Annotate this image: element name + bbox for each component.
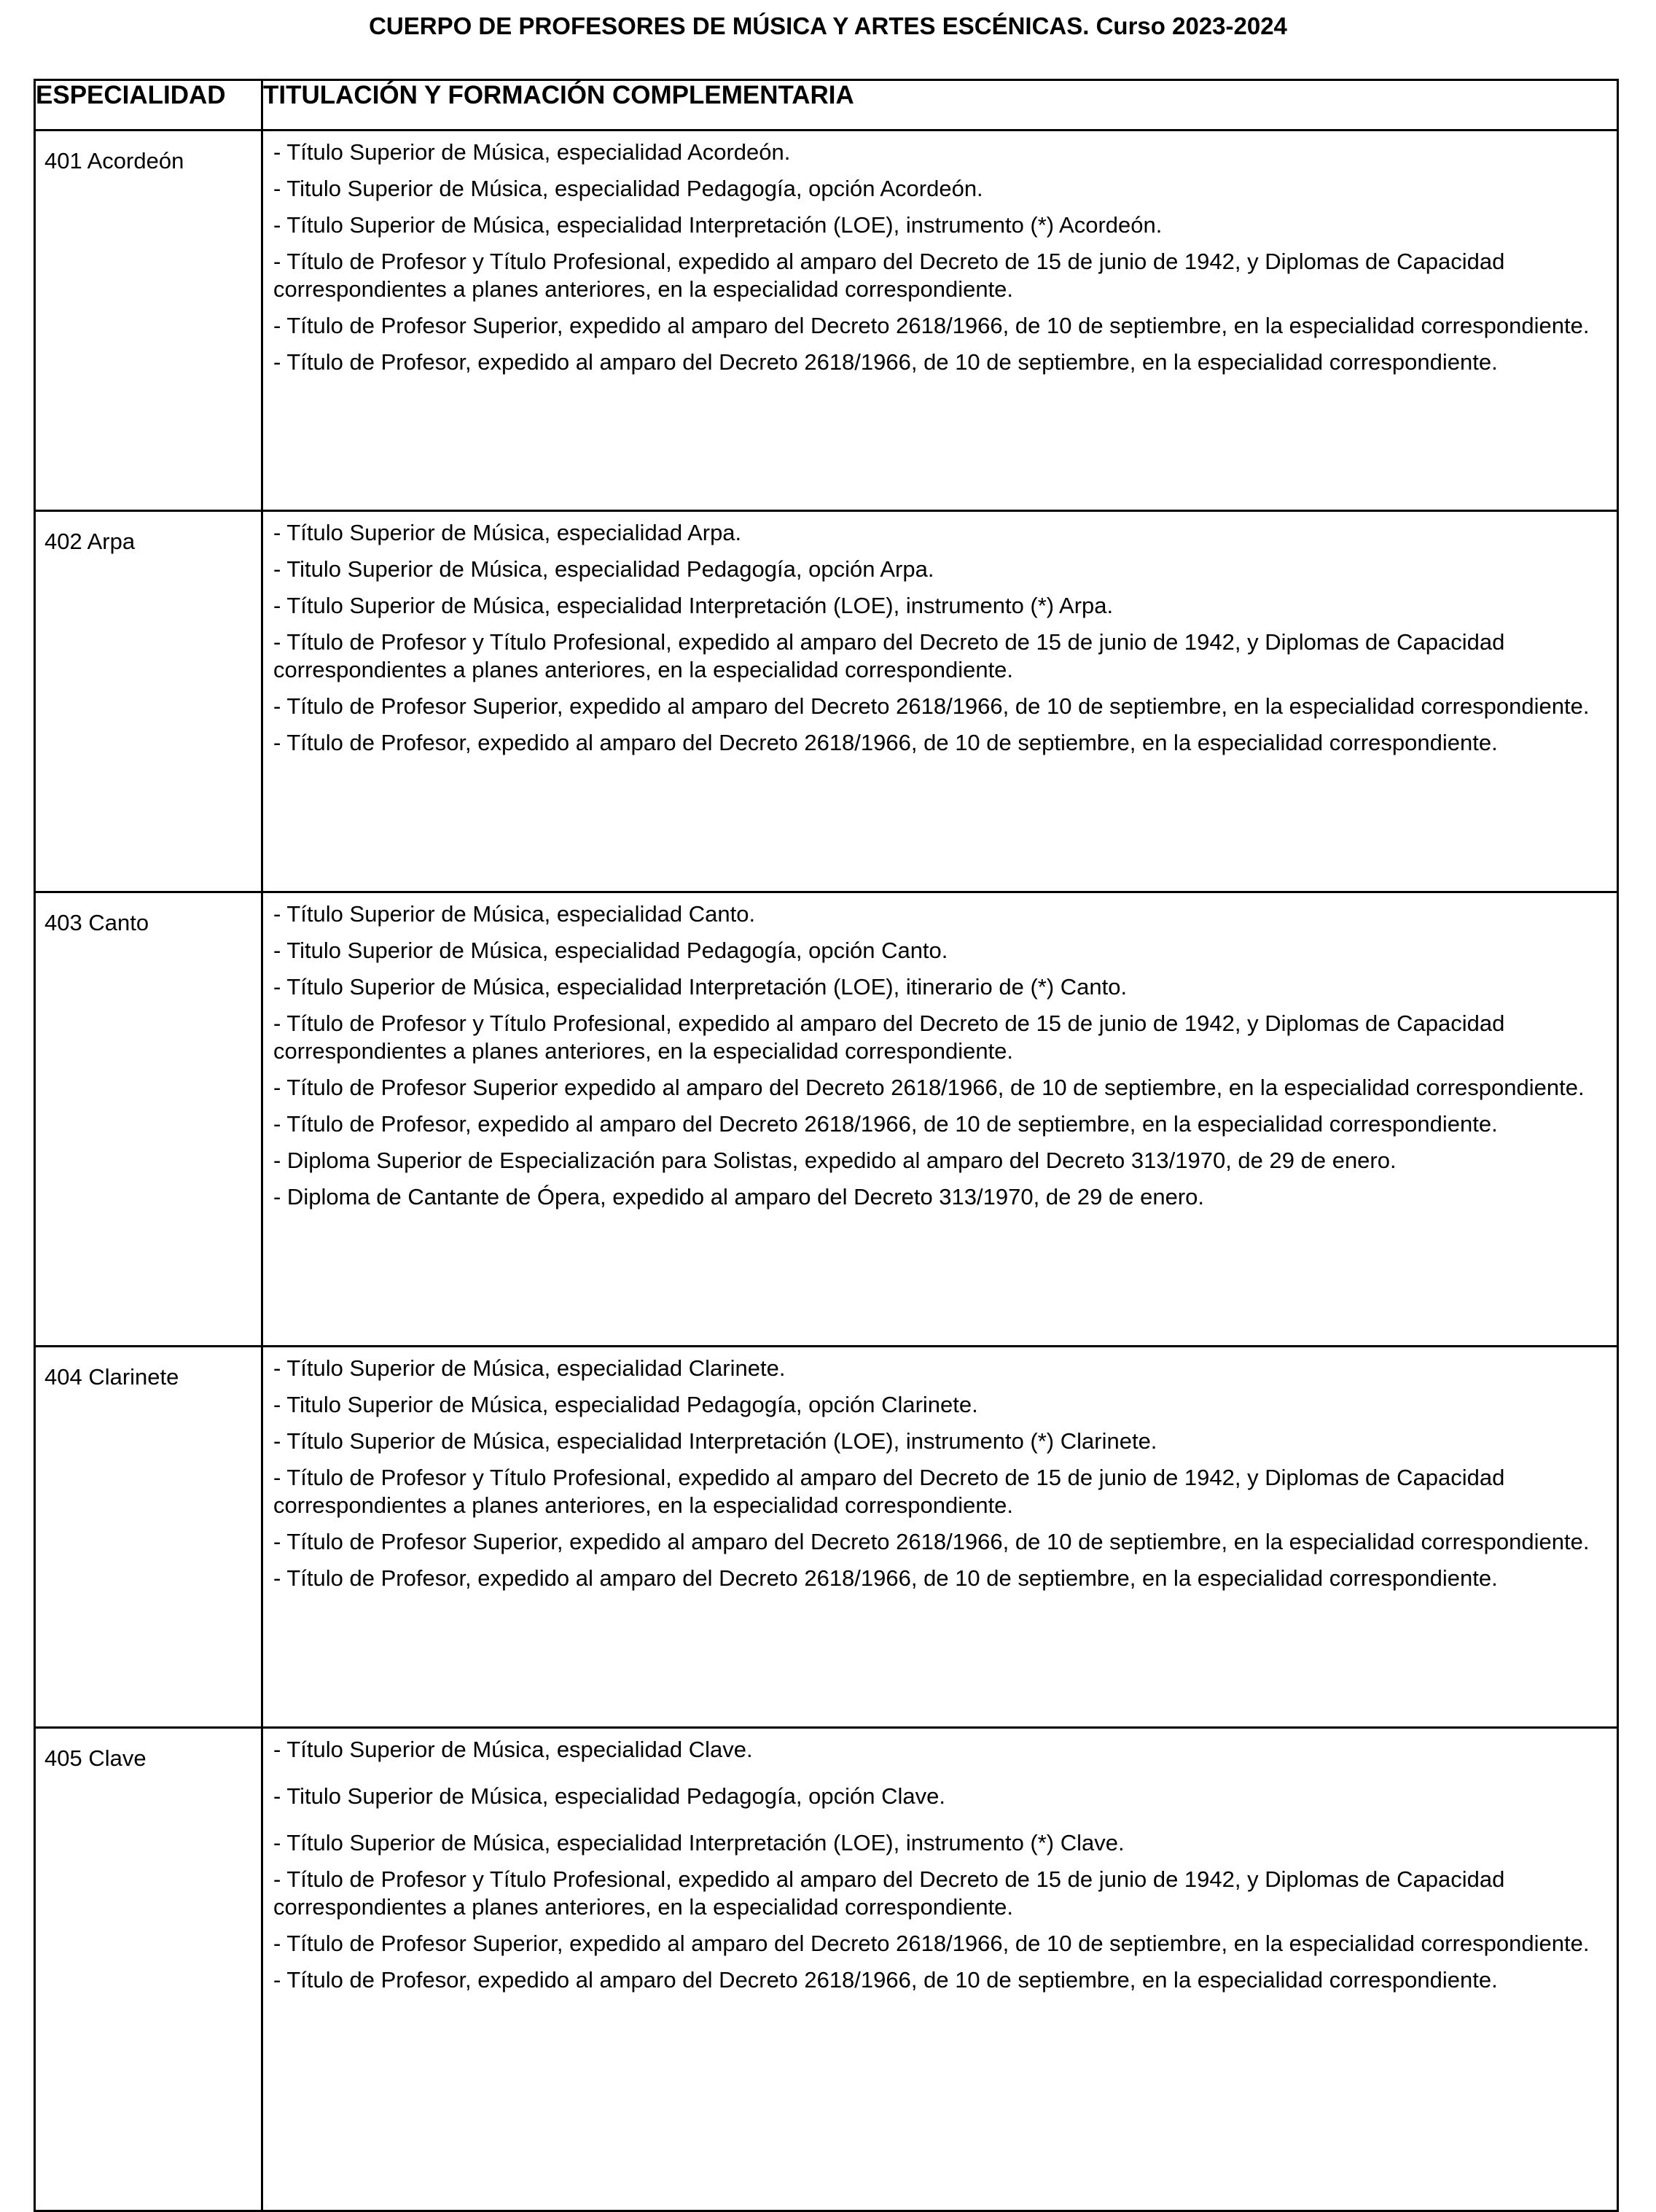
titulacion-item: - Título de Profesor, expedido al amparo del Decreto 2618/1966, de 10 de septiembre, en la especialidad correspondiente. bbox=[273, 1565, 1498, 1591]
titulacion-item: - Título Superior de Música, especialidad Canto. bbox=[273, 901, 756, 927]
titulacion-item: - Título de Profesor Superior, expedido al amparo del Decreto 2618/1966, de 10 de septiembre, en la especialidad correspondiente. bbox=[273, 1529, 1590, 1554]
table-row bbox=[35, 1728, 1618, 2211]
titulacion-item: - Titulo Superior de Música, especialidad Pedagogía, opción Arpa. bbox=[273, 556, 934, 582]
especialidad-cell: 402 Arpa bbox=[35, 511, 262, 892]
titulacion-cell bbox=[262, 1347, 1618, 1728]
titulacion-item: - Título de Profesor, expedido al amparo del Decreto 2618/1966, de 10 de septiembre, en la especialidad correspondiente. bbox=[273, 1111, 1498, 1137]
titulacion-item: - Título de Profesor, expedido al amparo del Decreto 2618/1966, de 10 de septiembre, en la especialidad correspondiente. bbox=[273, 1967, 1498, 1993]
document-title: CUERPO DE PROFESORES DE MÚSICA Y ARTES ESCÉNICAS. Curso 2023-2024 bbox=[369, 12, 1287, 39]
titulacion-cell bbox=[262, 892, 1618, 1347]
titulacion-item: - Título Superior de Música, especialidad Arpa. bbox=[273, 520, 742, 545]
titulacion-item: - Título de Profesor, expedido al amparo del Decreto 2618/1966, de 10 de septiembre, en la especialidad correspondiente. bbox=[273, 730, 1498, 755]
titulacion-cell bbox=[262, 511, 1618, 892]
titulacion-item: - Título Superior de Música, especialidad Interpretación (LOE), instrumento (*) Acordeón. bbox=[273, 212, 1163, 238]
titulacion-cell bbox=[262, 1728, 1618, 2211]
titulacion-item: - Título de Profesor, expedido al amparo del Decreto 2618/1966, de 10 de septiembre, en la especialidad correspondiente. bbox=[273, 349, 1498, 375]
titulacion-item: - Título de Profesor Superior, expedido al amparo del Decreto 2618/1966, de 10 de septiembre, en la especialidad correspondiente. bbox=[273, 313, 1590, 338]
titulacion-item: - Título Superior de Música, especialidad Interpretación (LOE), instrumento (*) Clarinete. bbox=[273, 1428, 1157, 1454]
table-row bbox=[35, 131, 1618, 511]
titulacion-item: - Diploma de Cantante de Ópera, expedido al amparo del Decreto 313/1970, de 29 de enero. bbox=[273, 1184, 1205, 1210]
titulacion-item: - Título de Profesor Superior, expedido al amparo del Decreto 2618/1966, de 10 de septiembre, en la especialidad correspondiente. bbox=[273, 693, 1590, 719]
titulacion-cell bbox=[262, 131, 1618, 511]
titulacion-item: - Título Superior de Música, especialidad Interpretación (LOE), itinerario de (*) Canto. bbox=[273, 974, 1128, 1000]
titulacion-item: - Título de Profesor y Título Profesional, expedido al amparo del Decreto de 15 de junio de 1942, y Diplomas de Capacidad correspondientes a planes anteriores, en la especialidad correspondiente. bbox=[273, 1465, 1505, 1518]
especialidades-table bbox=[34, 79, 1619, 2212]
titulacion-item: - Diploma Superior de Especialización para Solistas, expedido al amparo del Decreto 313/1970, de 29 de enero. bbox=[273, 1148, 1397, 1173]
titulacion-item: - Título Superior de Música, especialidad Interpretación (LOE), instrumento (*) Clave. bbox=[273, 1830, 1125, 1855]
especialidad-cell: 404 Clarinete bbox=[35, 1347, 262, 1728]
titulacion-item: - Título Superior de Música, especialidad Interpretación (LOE), instrumento (*) Arpa. bbox=[273, 593, 1114, 618]
header-especialidad: ESPECIALIDAD bbox=[35, 80, 262, 131]
table-row bbox=[35, 511, 1618, 892]
titulacion-item: - Titulo Superior de Música, especialidad Pedagogía, opción Clarinete. bbox=[273, 1392, 978, 1417]
table-header-row bbox=[35, 80, 1618, 131]
especialidad-cell: 401 Acordeón bbox=[35, 131, 262, 511]
titulacion-item: - Titulo Superior de Música, especialidad Pedagogía, opción Clave. bbox=[273, 1783, 945, 1809]
especialidad-cell: 403 Canto bbox=[35, 892, 262, 1347]
especialidad-cell: 405 Clave bbox=[35, 1728, 262, 2211]
titulacion-item: - Título de Profesor y Título Profesional, expedido al amparo del Decreto de 15 de junio de 1942, y Diplomas de Capacidad correspondientes a planes anteriores, en la especialidad correspondiente. bbox=[273, 1010, 1505, 1064]
titulacion-item: - Título de Profesor Superior expedido al amparo del Decreto 2618/1966, de 10 de septiembre, en la especialidad correspondiente. bbox=[273, 1075, 1585, 1100]
titulacion-item: - Título de Profesor Superior, expedido al amparo del Decreto 2618/1966, de 10 de septiembre, en la especialidad correspondiente. bbox=[273, 1931, 1590, 1956]
titulacion-item: - Titulo Superior de Música, especialidad Pedagogía, opción Canto. bbox=[273, 938, 948, 963]
header-titulacion: TITULACIÓN Y FORMACIÓN COMPLEMENTARIA bbox=[262, 80, 1618, 131]
titulacion-item: - Título Superior de Música, especialidad Clave. bbox=[273, 1737, 753, 1762]
titulacion-item: - Título Superior de Música, especialidad Clarinete. bbox=[273, 1355, 786, 1381]
titulacion-item: - Título de Profesor y Título Profesional, expedido al amparo del Decreto de 15 de junio de 1942, y Diplomas de Capacidad correspondientes a planes anteriores, en la especialidad correspondiente. bbox=[273, 629, 1505, 682]
titulacion-item: - Titulo Superior de Música, especialidad Pedagogía, opción Acordeón. bbox=[273, 176, 983, 201]
titulacion-item: - Título Superior de Música, especialidad Acordeón. bbox=[273, 139, 791, 165]
titulacion-item: - Título de Profesor y Título Profesional, expedido al amparo del Decreto de 15 de junio de 1942, y Diplomas de Capacidad correspondientes a planes anteriores, en la especialidad correspondiente. bbox=[273, 1866, 1505, 1920]
table-row bbox=[35, 892, 1618, 1347]
table-row bbox=[35, 1347, 1618, 1728]
titulacion-item: - Título de Profesor y Título Profesional, expedido al amparo del Decreto de 15 de junio de 1942, y Diplomas de Capacidad correspondientes a planes anteriores, en la especialidad correspondiente. bbox=[273, 249, 1505, 302]
